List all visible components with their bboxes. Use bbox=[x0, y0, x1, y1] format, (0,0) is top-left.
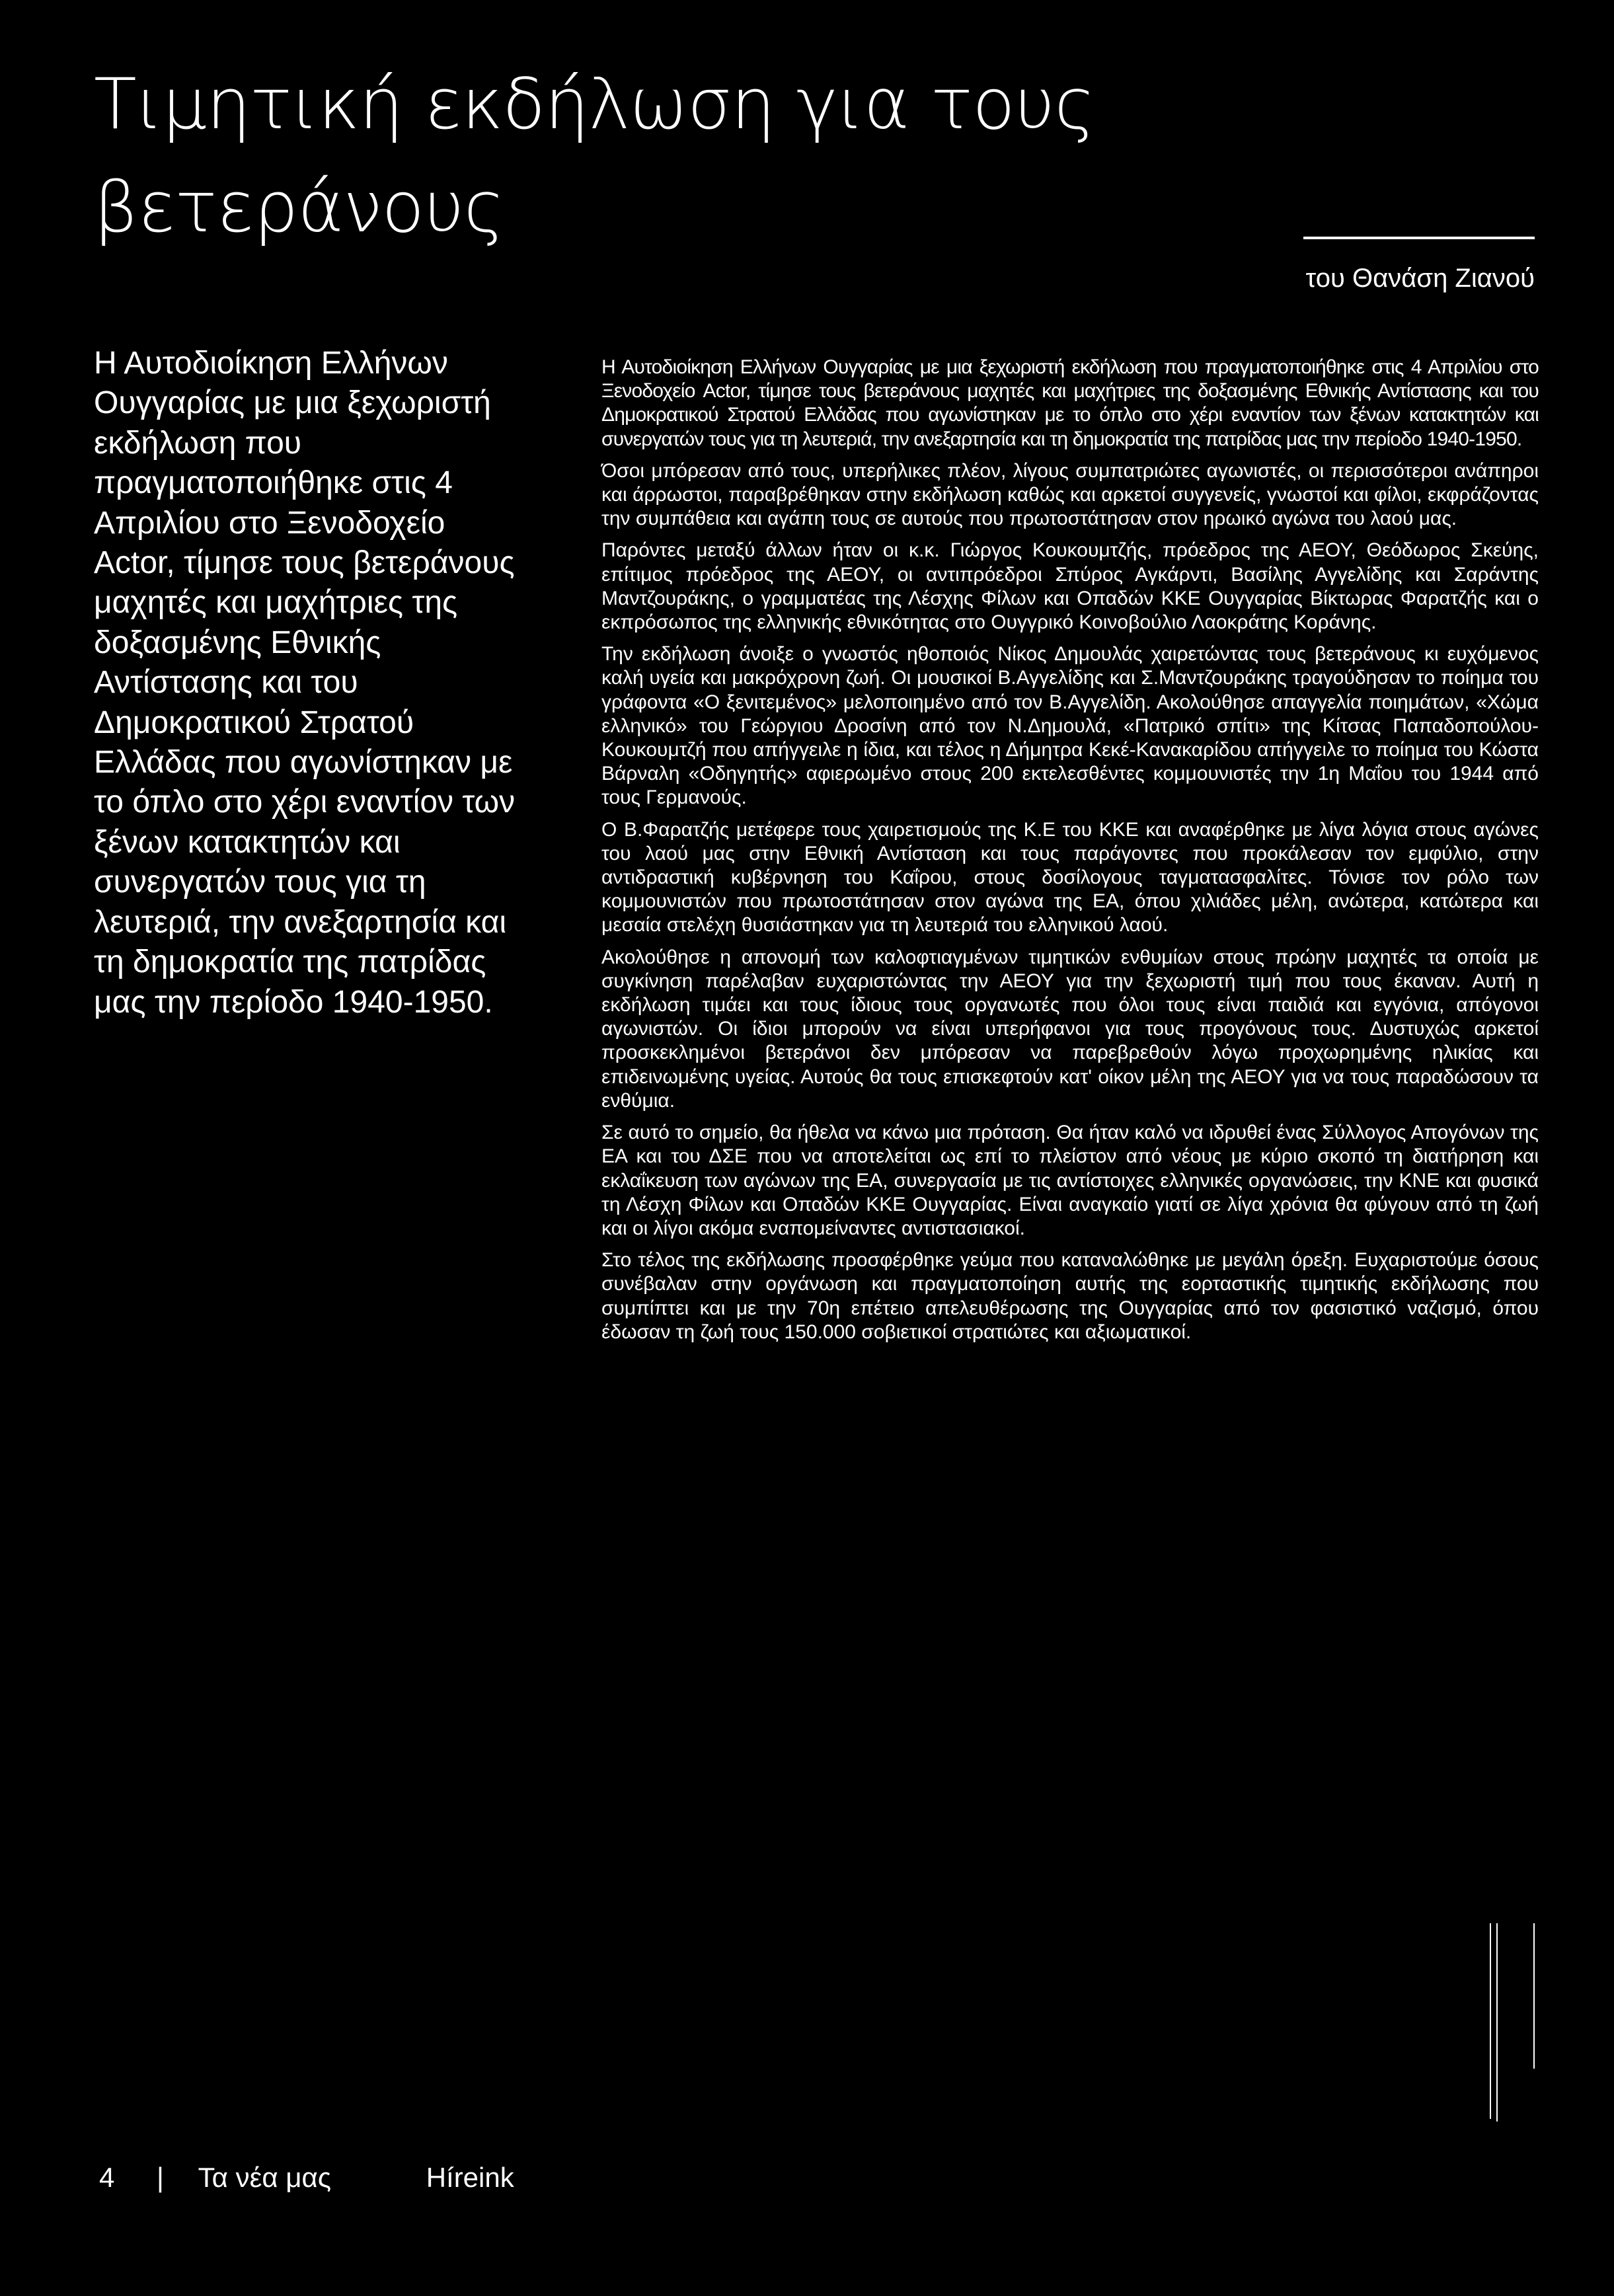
footer-separator: | bbox=[157, 2162, 164, 2193]
publisher-name: Híreink bbox=[426, 2162, 514, 2193]
body-paragraph: Ο Β.Φαρατζής μετέφερε τους χαιρετισμούς της Κ.Ε του ΚΚΕ και αναφέρθηκε με λίγα λόγια στους αγώνες του λαού μας στην Εθνική Αντίσταση και τους παράγοντες που προκάλεσαν τον εμφύλιο, στην αντιδραστική κυβέρνηση του Καΐρου, στους δοσίλογους ταγματασφαλίτες. Τόνισε τον ρόλο των κομμουνιστών που πρωτοστάτησαν στον αγώνα της ΕΑ, όπου χιλιάδες μέλη, ανώτερα, κατώτερα και μεσαία στελέχη θυσιάστηκαν για τη λευτεριά του ελληνικού λαού. bbox=[601, 818, 1539, 937]
title-rule bbox=[1303, 237, 1535, 239]
body-paragraph: Η Αυτοδιοίκηση Ελλήνων Ουγγαρίας με μια ξεχωριστή εκδήλωση που πραγματοποιήθηκε στις 4 Απριλίου στο Ξενοδοχείο Actor, τίμησε τους βετεράνους μαχητές και μαχήτριες της δοξασμένης Εθνικής Αντίστασης και του Δημοκρατικού Στρατού Ελλάδας που αγωνίστηκαν με το όπλο στο χέρι εναντίον των ξένων κατακτητών και συνεργατών τους για τη λευτεριά, την ανεξαρτησία και τη δημοκρατία της πατρίδας μας την περίοδο 1940-1950. bbox=[601, 356, 1539, 450]
decorative-bar bbox=[1533, 1923, 1535, 2069]
body-paragraph: Στο τέλος της εκδήλωσης προσφέρθηκε γεύμα που καταναλώθηκε με μεγάλη όρεξη. Ευχαριστούμε όσους συνέβαλαν στην οργάνωση και πραγματοποίηση αυτής της εορταστικής τιμητικής εκδήλωσης που συμπίπτει και με την 70η επέτειο απελευθέρωσης της Ουγγαρίας από τον φασιστικό ναζισμό, όπου έδωσαν τη ζωή τους 150.000 σοβιετικοί στρατιώτες και αξιωματικοί. bbox=[601, 1249, 1539, 1343]
page-title: Τιμητική εκδήλωση για τους βετεράνους bbox=[94, 63, 1095, 248]
body-paragraph: Την εκδήλωση άνοιξε ο γνωστός ηθοποιός Νίκος Δημουλάς χαιρετώντας τους βετεράνους κι ευχόμενος καλή υγεία και μακρόχρονη ζωή. Οι μουσικοί Β.Αγγελίδης και Σ.Μαντζουράκης τραγούδησαν το ποίημα του γράφοντα «Ο ξενιτεμένος» μελοποιημένο από τον Β.Αγγελίδη. Ακολούθησε απαγγελία ποιημάτων, «Χώμα ελληνικό» του Γεώργιου Δροσίνη από τον Ν.Δημουλά, «Πατρικό σπίτι» της Κίτσας Παπαδοπούλου-Κουκουμτζή που απήγγειλε η ίδια, και τέλος η Δήμητρα Κεκέ-Κανακαρίδου απήγγειλε το ποίημα του Κώστα Βάρναλη «Οδηγητής» αφιερωμένο στους 200 εκτελεσθέντες κομμουνιστές την 1η Μαΐου του 1944 από τους Γερμανούς. bbox=[601, 643, 1539, 809]
page-number: 4 bbox=[99, 2162, 115, 2193]
intro-lead: Η Αυτοδιοίκηση Ελλήνων Ουγγαρίας με μια ξεχωριστή εκδήλωση που πραγματοποιήθηκε στις 4 Απριλίου στο Ξενοδοχείο Actor, τίμησε τους βετεράνους μαχητές και μαχήτριες της δοξασμένης Εθνικής Αντίστασης και του Δημοκρατικού Στρατού Ελλάδας που αγωνίστηκαν με το όπλο στο χέρι εναντίον των ξένων κατακτητών και συνεργατών τους για τη λευτεριά, την ανεξαρτησία και τη δημοκρατία της πατρίδας μας την περίοδο 1940-1950. bbox=[94, 346, 516, 1020]
body-paragraph: Όσοι μπόρεσαν από τους, υπερήλικες πλέον, λίγους συμπατριώτες αγωνιστές, οι περισσότεροι ανάπηροι και άρρωστοι, παραβρέθηκαν στην εκδήλωση καθώς και αρκετοί συγγενείς, γνωστοί και φίλοι, εκφράζοντας την συμπάθεια και αγάπη τους σε αυτούς που πρωτοστάτησαν στον ηρωικό αγώνα του λαού μας. bbox=[601, 459, 1539, 530]
article-body bbox=[601, 356, 1539, 1352]
decorative-bar bbox=[1496, 1923, 1498, 2122]
body-paragraph: Παρόντες μεταξύ άλλων ήταν οι κ.κ. Γιώργος Κουκουμτζής, πρόεδρος της ΑΕΟΥ, Θεόδωρος Σκεύης, επίτιμος πρόεδρος της ΑΕΟΥ, οι αντιπρόεδροι Σπύρος Αγκάρντι, Βασίλης Αγγελίδης και Σαράντης Μαντζουράκης, ο γραμματέας της Λέσχης Φίλων και Οπαδών ΚΚΕ Ουγγαρίας Βίκτωρας Φαρατζής και ο εκπρόσωπος της ελληνικής εθνικότητας στο Ουγγρικό Κοινοβούλιο Λαοκράτης Κοράνης. bbox=[601, 539, 1539, 634]
body-paragraph: Σε αυτό το σημείο, θα ήθελα να κάνω μια πρόταση. Θα ήταν καλό να ιδρυθεί ένας Σύλλογος Απογόνων της ΕΑ και του ΔΣΕ που να αποτελείται ως επί το πλείστον από νέους με κύριο σκοπό τη διατήρηση και εκλαΐκευση των αγώνων της ΕΑ, συνεργασία με τις αντίστοιχες ελληνικές οργανώσεις, την ΚΝΕ και φυσικά τη Λέσχη Φίλων και Οπαδών ΚΚΕ Ουγγαρίας. Είναι αναγκαίο γιατί σε λίγα χρόνια θα φύγουν από τη ζωή και οι λίγοι ακόμα εναπομείναντες αντιστασιακοί. bbox=[601, 1122, 1539, 1239]
body-paragraph: Ακολούθησε η απονομή των καλοφτιαγμένων τιμητικών ενθυμίων στους πρώην μαχητές τα οποία με συγκίνηση παρέλαβαν ευχαριστώντας την ΑΕΟΥ για την ξεχωριστή τιμή που τους έκαναν. Αυτή η εκδήλωση τιμάει και τους ίδιους τους οργανωτές που όλοι τους είναι παιδιά και εγγόνια, απόγονοι αγωνιστών. Οι ίδιοι μπορούν να είναι υπερήφανοι για τους προγόνους τους. Δυστυχώς αρκετοί προσκεκλημένοι βετεράνοι δεν μπόρεσαν να παρεβρεθούν λόγω προχωρημένης ηλικίας και επιδεινωμένης υγείας. Αυτούς θα τους επισκεφτούν κατ' οίκον μέλη της ΑΕΟΥ για να τους παραδώσουν τα ενθύμια. bbox=[601, 946, 1539, 1112]
page-footer bbox=[99, 2161, 514, 2194]
byline: του Θανάση Ζιανού bbox=[1305, 264, 1535, 293]
decorative-bar bbox=[1490, 1923, 1491, 2119]
publication-name: Τα νέα μας bbox=[198, 2162, 332, 2193]
decorative-bars bbox=[1488, 1923, 1536, 2122]
